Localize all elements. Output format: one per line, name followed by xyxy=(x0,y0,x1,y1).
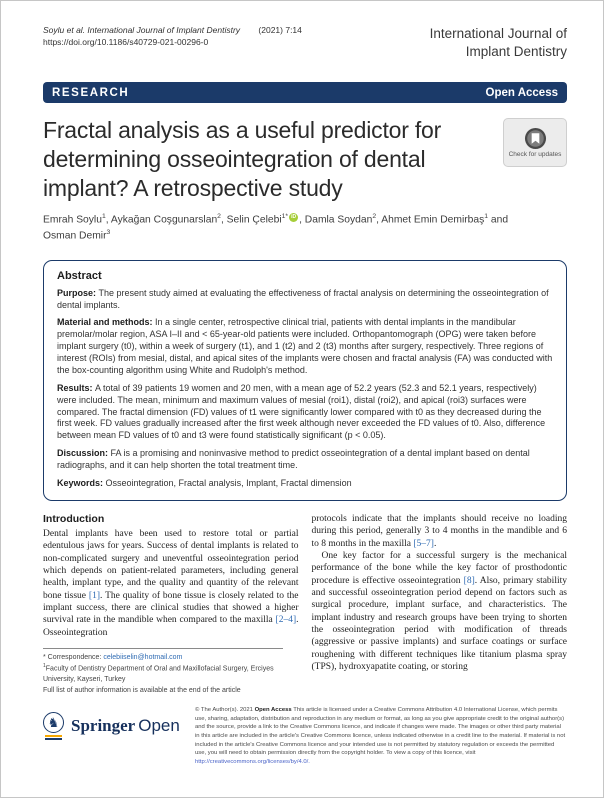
citation-issue: (2021) 7:14 xyxy=(258,25,302,35)
affiliation-text: Faculty of Dentistry Department of Oral and Maxillofacial Surgery, Erciyes University, Kayseri, Turkey xyxy=(43,665,274,684)
page-header xyxy=(43,25,567,60)
citation-text: Soylu et al. International Journal of Implant Dentistry xyxy=(43,25,241,35)
title-row xyxy=(43,116,567,203)
author-superscript: 2 xyxy=(372,213,377,220)
abstract-heading: Abstract xyxy=(57,269,102,282)
journal-name-line2: Implant Dentistry xyxy=(465,43,567,59)
orcid-icon[interactable]: iD xyxy=(291,214,297,220)
footnote-block xyxy=(43,648,283,696)
body-paragraph: One key factor for a successful surgery is the mechanical performance of the bone while the key factor of prosthodontic procedure is effective osseointegration [8]. Also, primary stability and successful osseointegration period depend on factors such as surgical procedure, implant surface, and characteristics. The implant industry and research groups have been trying to shorten the osseointegration period with modification of threads (aggressive or passive implants) and surface coatings or surface roughening with different techniques like titanium plasma spray (TPS), hydroxyapatite coating, or storing xyxy=(311,550,567,672)
license-link[interactable]: http://creativecommons.org/licenses/by/4.0/. xyxy=(195,758,310,765)
logo-brand-text: Springer xyxy=(71,716,136,736)
abstract-section: Keywords: Osseointegration, Fractal analysis, Implant, Fractal dimension xyxy=(57,477,352,488)
body-paragraph: Dental implants have been used to restore total or partial edentulous jaws for years. Success of dental implants is related to non-complicated surgery and uneventful osseointegration period which depends on patient-related parameters, including general health, implant type, and the quality and quantity of the relevant bone tissue [1]. The quality of bone tissue is closely related to the implant success, there are clinical studies that showed a higher survival rate in the mandible when compared to the maxilla [2–4]. Osseointegration xyxy=(43,528,299,638)
affiliation-line xyxy=(43,663,283,685)
abstract-sections xyxy=(57,288,553,490)
page-footer xyxy=(43,706,567,766)
journal-name xyxy=(430,25,567,60)
correspondence-prefix: * Correspondence: xyxy=(43,653,104,661)
left-column-paragraphs xyxy=(43,528,299,639)
author-superscript: 3 xyxy=(106,228,111,236)
springer-open-logo xyxy=(43,712,181,740)
author-superscript: 1 xyxy=(484,213,489,220)
citation-ref[interactable]: [8] xyxy=(463,575,475,586)
open-access-bold: Open Access xyxy=(254,707,292,714)
springer-open-wordmark xyxy=(71,716,180,736)
abstract-section: Purpose: The present study aimed at evaluating the effectiveness of fractal analysis on determining the osseointegration of dental implants. xyxy=(57,287,549,310)
correspondence-line xyxy=(43,653,283,664)
abstract-section: Discussion: FA is a promising and noninvasive method to predict osseointegration of a dental implant based on dental radiographs, and it can help shorten the total treatment time. xyxy=(57,448,530,471)
correspondence-email-link[interactable]: celebiiselin@hotmail.com xyxy=(103,653,183,661)
author-info-note: Full list of author information is available at the end of the article xyxy=(43,686,241,694)
author-superscript: 1* xyxy=(281,213,289,220)
affiliation-superscript: 1 xyxy=(43,663,46,670)
research-banner xyxy=(43,82,567,103)
open-access-label: Open Access xyxy=(485,86,558,99)
body-paragraph: protocols indicate that the implants should receive no loading during this period, generally 3 to 4 months in the mandible and 6 to 8 months in the maxilla [5–7]. xyxy=(311,513,567,549)
abstract-section: Material and methods: In a single center, retrospective clinical trial, patients with dental implants in the mandibular premolar/molar region, ASA I–II and < 65-year-old patients were included. Orthopantomograph (OPG) were taken before implant surgery (t0), within a week of surgery (t1), and 1 (t2) and 2 (t3) months after surgery, respectively. Three regions of interest (ROIs) from mesial, distal, and apical sites of the implants were chosen and fractal analysis (FA) was conducted with the box-counting algorithm using White and Rudolph's method. xyxy=(57,317,553,375)
doi-link[interactable]: https://doi.org/10.1186/s40729-021-00296-0 xyxy=(43,37,209,47)
springer-horse-icon: ♞ xyxy=(43,712,64,740)
check-badge-label: Check for updates xyxy=(508,150,562,158)
check-for-updates-badge[interactable] xyxy=(503,118,567,167)
license-text xyxy=(195,706,567,766)
license-segment: © The Author(s). 2021 xyxy=(195,707,255,714)
abstract-box xyxy=(43,260,567,501)
article-type-label: RESEARCH xyxy=(52,86,130,99)
author-superscript: 1 xyxy=(101,213,106,220)
citation-block xyxy=(43,25,302,47)
article-title: Fractal analysis as a useful predictor for determining osseointegration of dental implant? A retrospective study xyxy=(43,117,442,202)
citation-ref[interactable]: [2–4] xyxy=(275,615,297,626)
logo-orange-bar xyxy=(45,735,62,737)
crossmark-icon xyxy=(524,127,547,150)
logo-suffix-text: Open xyxy=(138,716,180,736)
right-column-paragraphs xyxy=(312,513,568,673)
logo-navy-bar xyxy=(45,738,62,740)
right-column xyxy=(312,513,568,696)
section-heading-introduction: Introduction xyxy=(43,512,105,525)
body-columns xyxy=(43,513,567,696)
abstract-section: Results: A total of 39 patients 19 women and 20 men, with a mean age of 52.2 years (52.3 and 52.1 years, respectively) were included. The mean, minimum and maximum values of mesial (roi1), distal (roi2), and apical (roi3) surfaces were compared. The fractal dimension (FD) values of t1 were significantly lower compared with t0 as they decreased during the first week. FD values gradually increased after the first week although never exceeded the FD values of t0. Also, difference between mean FD values of t0 and t3 were found statistically significant (p < 0.05). xyxy=(57,382,546,441)
citation-ref[interactable]: [1] xyxy=(88,590,100,601)
license-segment: This article is licensed under a Creative Commons Attribution 4.0 International License, which permits use, sharing, adaptation, distribution and reproduction in any medium or format, as long as you give appropriate credit to the original author(s) and the source, provide a link to the Creative Commons licence, and indicate if changes were made. The images or other third party material in this article are included in the article's Creative Commons licence, unless indicated otherwise in a credit line to the material. If material is not included in the article's Creative Commons licence and your intended use is not permitted by statutory regulation or exceeds the permitted use, you will need to obtain permission directly from the copyright holder. To view a copy of this licence, visit xyxy=(195,707,566,757)
journal-name-line1: International Journal of xyxy=(429,26,567,41)
citation-ref[interactable]: [5–7] xyxy=(413,538,434,549)
author-line: Emrah Soylu$^1$, Aykağan Coşgunarslan$^2$, Selin Çelebi$^{1*}$ iD , Damla Soydan$^2$, Ahmet Emin Demirbaş$^1$ and Osman Demir$^3$ xyxy=(43,213,509,242)
left-column xyxy=(43,513,299,696)
author-superscript: 2 xyxy=(217,213,221,220)
